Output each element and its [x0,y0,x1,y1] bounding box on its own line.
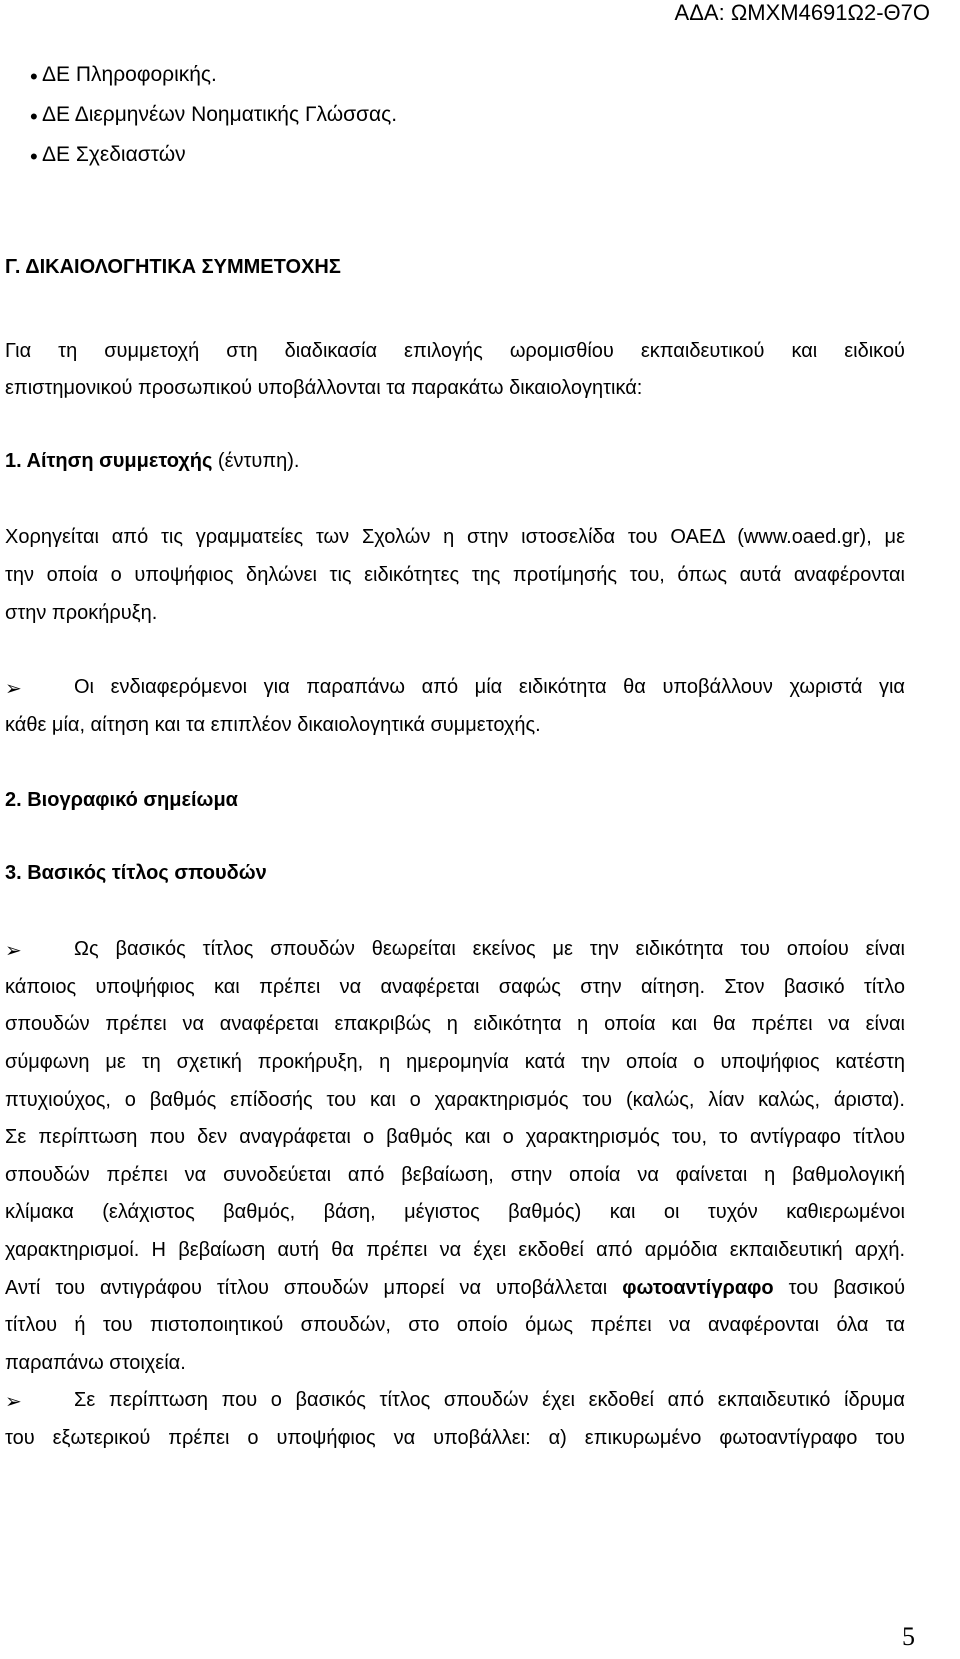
intro-line: Για τη συμμετοχή στη διαδικασία επιλογής ωρομισθίου εκπαιδευτικού και ειδικού [5,340,905,362]
page-number: 5 [902,1622,915,1651]
body-line: κλίμακα (ελάχιστος βαθμός, βάση, μέγιστος βαθμός) και οι τυχόν καθιερωμένοι [5,1201,905,1223]
arrowhead-bullet-icon: ➢ [5,940,22,962]
body-line: παραπάνω στοιχεία. [5,1352,186,1374]
body-line: Οι ενδιαφερόμενοι για παραπάνω από μία ειδικότητα θα υποβάλλουν χωριστά για [74,676,905,698]
bullet-item: ΔΕ Σχεδιαστών [42,143,186,166]
body-line: του εξωτερικού πρέπει ο υποψήφιος να υποβάλλει: α) επικυρωμένο φωτοαντίγραφο του [5,1427,905,1449]
body-line: Ως βασικός τίτλος σπουδών θεωρείται εκείνος με την ειδικότητα του οποίου είναι [74,938,905,960]
body-line: πτυχιούχος, ο βαθμός επίδοσής του και ο χαρακτηρισμός του (καλώς, λίαν καλώς, άριστα). [5,1089,905,1111]
section-title: Γ. ΔΙΚΑΙΟΛΟΓΗΤΙΚΑ ΣΥΜΜΕΤΟΧΗΣ [5,256,341,278]
item-heading: 3. Βασικός τίτλος σπουδών [5,862,267,884]
disc-bullet-icon: • [30,64,38,89]
body-line: κάθε μία, αίτηση και τα επιπλέον δικαιολογητικά συμμετοχής. [5,714,541,736]
item-heading-bold: 1. Αίτηση συμμετοχής [5,450,213,472]
bullet-item: ΔΕ Πληροφορικής. [42,63,217,86]
body-text: του βασικού [773,1277,906,1299]
body-line: την οποία ο υποψήφιος δηλώνει τις ειδικότητες της προτίμησής του, όπως αυτά αναφέρονται [5,564,905,586]
item-heading: 2. Βιογραφικό σημείωμα [5,789,238,811]
body-line [5,1277,905,1300]
body-line: Χορηγείται από τις γραμματείες των Σχολών η στην ιστοσελίδα του ΟΑΕΔ (www.oaed.gr), με [5,526,905,548]
bullet-item: ΔΕ Διερμηνέων Νοηματικής Γλώσσας. [42,103,398,126]
document-id: ΑΔΑ: ΩΜΧΜ4691Ω2-Θ7Ο [674,0,930,25]
body-line: σπουδών πρέπει να αναφέρεται επακριβώς η ειδικότητα η οποία και θα πρέπει να είναι [5,1013,905,1035]
body-line: στην προκήρυξη. [5,602,158,624]
body-text: Αντί του αντιγράφου τίτλου σπουδών μπορεί να υποβάλλεται [5,1277,623,1299]
body-line: Σε περίπτωση που ο βασικός τίτλος σπουδών έχει εκδοθεί από εκπαιδευτικό ίδρυμα [74,1389,905,1411]
body-line: τίτλου ή του πιστοποιητικού σπουδών, στο οποίο όμως πρέπει να αναφέρονται όλα τα [5,1314,905,1336]
item-heading-suffix: (έντυπη). [212,450,300,472]
disc-bullet-icon: • [30,104,38,129]
item-heading [5,450,299,473]
body-line: Σε περίπτωση που δεν αναγράφεται ο βαθμός και ο χαρακτηρισμός του, το αντίγραφο τίτλου [5,1126,905,1148]
arrowhead-bullet-icon: ➢ [5,678,22,700]
intro-line: επιστημονικού προσωπικού υποβάλλονται τα παρακάτω δικαιολογητικά: [5,377,643,399]
disc-bullet-icon: • [30,144,38,169]
emphasis-text: φωτοαντίγραφο [622,1277,774,1299]
arrowhead-bullet-icon: ➢ [5,1391,22,1413]
body-line: χαρακτηρισμοί. Η βεβαίωση αυτή θα πρέπει να έχει εκδοθεί από αρμόδια εκπαιδευτική αρχή. [5,1239,905,1261]
body-line: σπουδών πρέπει να συνοδεύεται από βεβαίωση, στην οποία να φαίνεται η βαθμολογική [5,1164,905,1186]
body-line: σύμφωνη με τη σχετική προκήρυξη, η ημερομηνία κατά την οποία ο υποψήφιος κατέστη [5,1051,905,1073]
body-line: κάποιος υποψήφιος και πρέπει να αναφέρεται σαφώς στην αίτηση. Στον βασικό τίτλο [5,976,905,998]
